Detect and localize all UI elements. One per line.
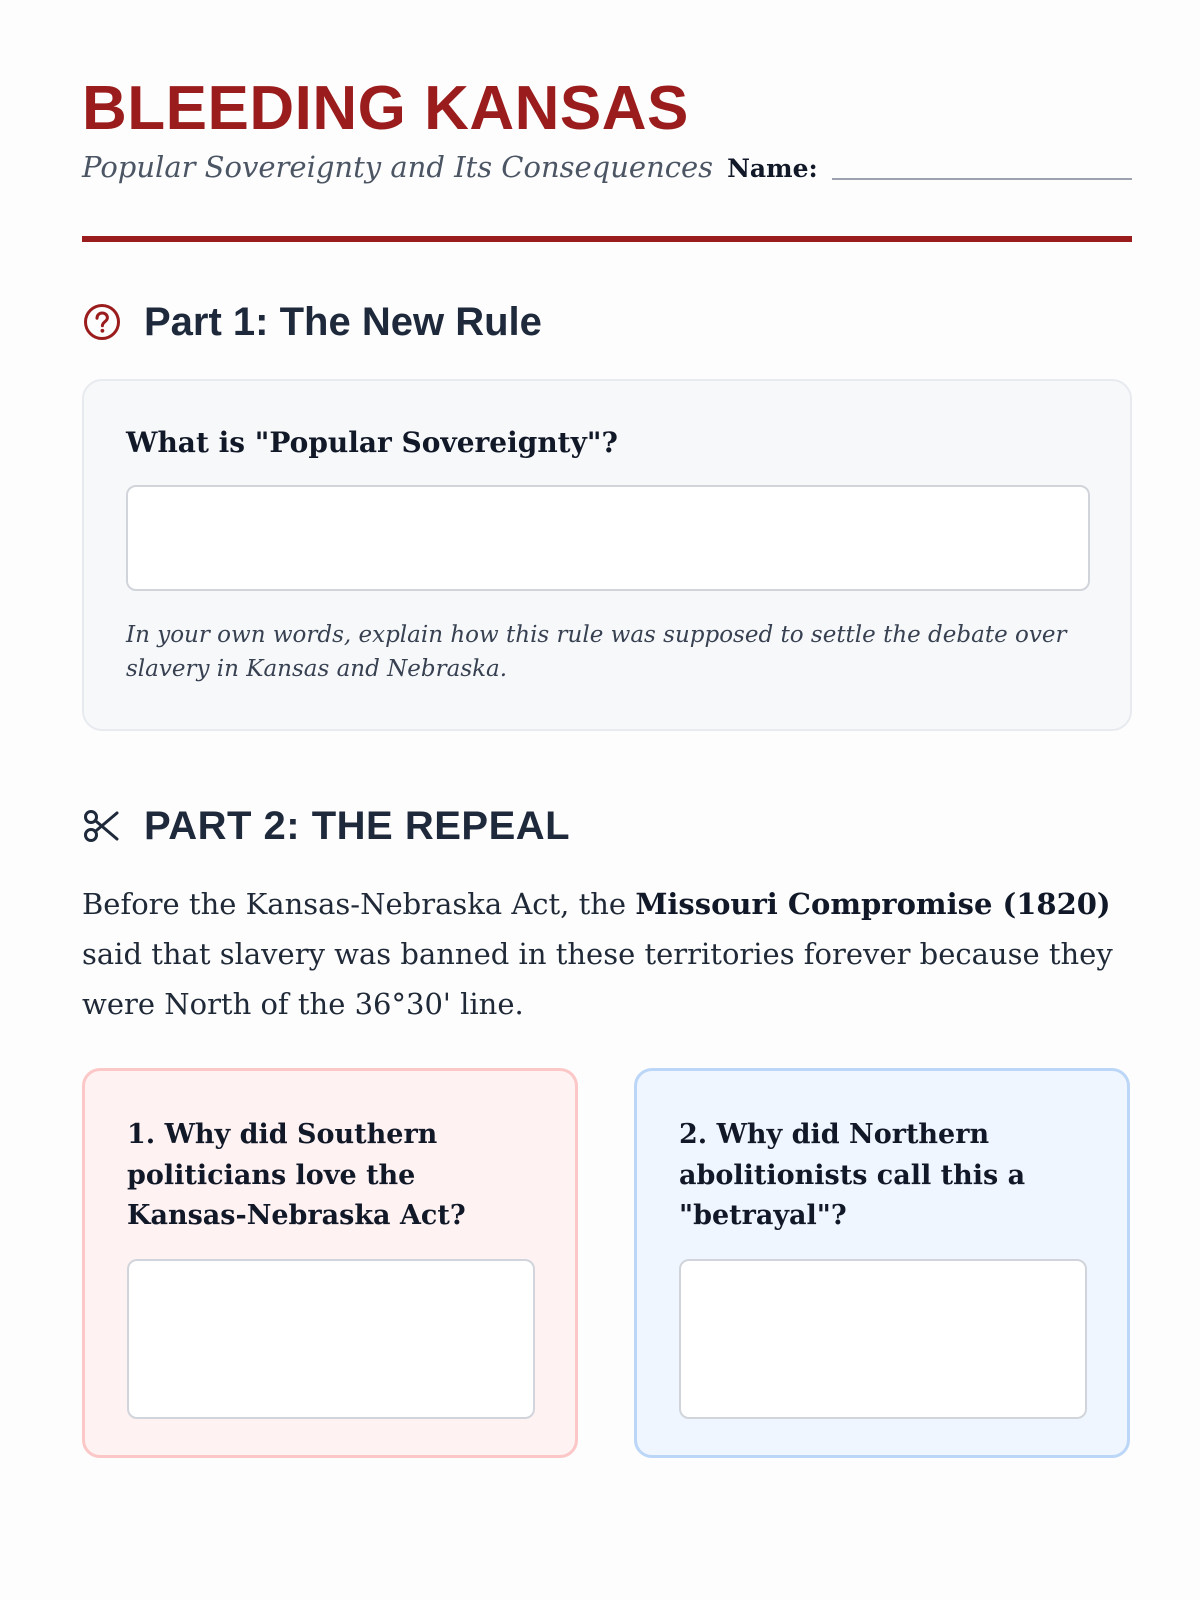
header-divider [82, 236, 1132, 242]
northern-question: 2. Why did Northern abolitionists call this a "betrayal"? [679, 1119, 1026, 1231]
northern-question-card [634, 1068, 1130, 1458]
popular-sovereignty-answer[interactable] [126, 485, 1090, 591]
southern-question-card [82, 1068, 578, 1458]
part1-heading-label: Part 1: The New Rule [144, 300, 542, 344]
part2-heading [82, 806, 570, 846]
question-circle-icon [82, 302, 122, 342]
southern-answer[interactable] [127, 1259, 535, 1419]
northern-answer[interactable] [679, 1259, 1087, 1419]
part2-heading-label: PART 2: THE REPEAL [144, 804, 571, 848]
missouri-compromise-term: Missouri Compromise (1820) [635, 887, 1111, 921]
southern-question: 1. Why did Southern politicians love the Kansas-Nebraska Act? [127, 1119, 466, 1231]
name-field[interactable] [832, 177, 1132, 180]
page-title: BLEEDING KANSAS [82, 74, 689, 143]
name-label: Name: [727, 153, 818, 183]
popular-sovereignty-hint: In your own words, explain how this rule was supposed to settle the debate over slavery in Kansas and Nebraska. [126, 622, 1067, 682]
subtitle-row [82, 150, 1132, 185]
popular-sovereignty-question: What is "Popular Sovereignty"? [126, 426, 618, 459]
part1-heading [82, 302, 542, 342]
page-subtitle: Popular Sovereignty and Its Consequences [82, 150, 714, 184]
paragraph-text-end: said that slavery was banned in these territories forever because they were North of the 36°30' line. [82, 936, 1113, 1021]
scissors-icon [82, 806, 122, 846]
popular-sovereignty-card [82, 379, 1132, 731]
missouri-compromise-paragraph [82, 880, 1142, 1030]
paragraph-text-start: Before the Kansas-Nebraska Act, the [82, 887, 636, 921]
